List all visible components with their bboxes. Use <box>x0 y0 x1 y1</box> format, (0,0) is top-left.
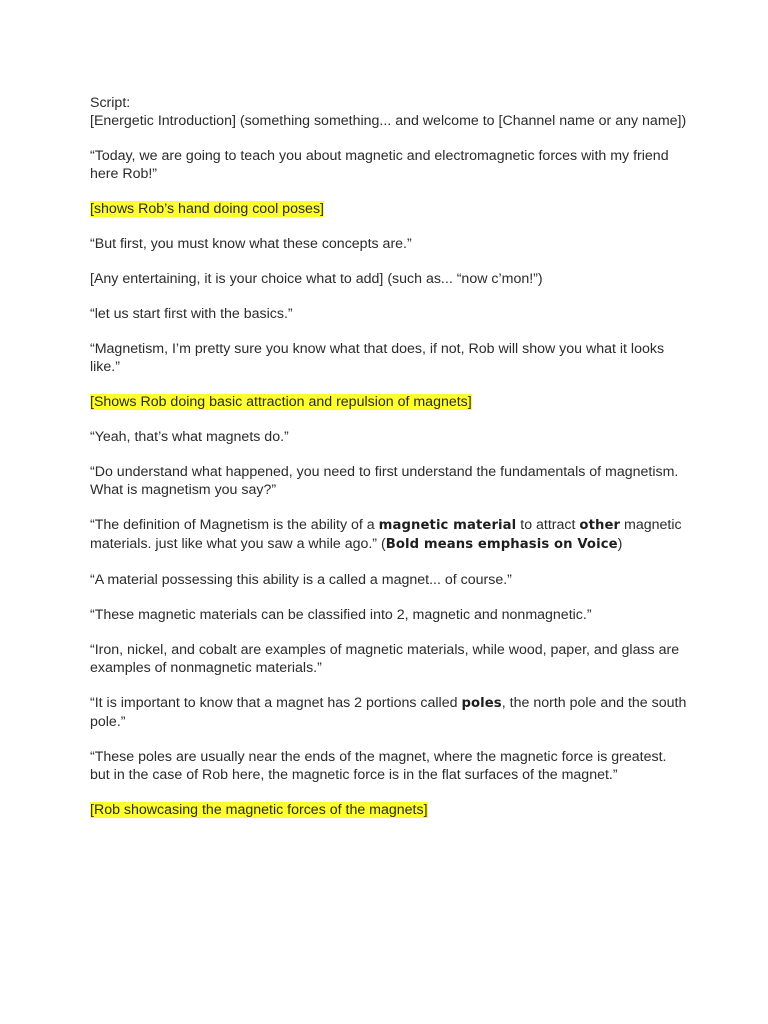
dialogue-text: “These poles are usually near the ends of the magnet, where the magnetic force is greatest. but in the case of Rob here, the magnetic force is in the flat surfaces of the magnet.” <box>90 749 667 783</box>
dialogue-text: ) <box>617 536 623 552</box>
stage-direction <box>90 393 690 411</box>
stage-direction <box>90 200 690 218</box>
highlighted-stage-direction: [Rob showcasing the magnetic forces of the magnets] <box>90 802 428 818</box>
paragraph <box>90 305 690 323</box>
dialogue-text: “Today, we are going to teach you about magnetic and electromagnetic forces with my friend here Rob!” <box>90 148 669 182</box>
bold-emphasis: other <box>579 518 621 533</box>
intro-line: [Energetic Introduction] (something something... and welcome to [Channel name or any name]) <box>90 113 687 129</box>
dialogue-text: magnetic materials. just like what you saw a while ago.” ( <box>90 517 682 552</box>
dialogue-text: “let us start first with the basics.” <box>90 306 293 322</box>
paragraph <box>90 571 690 589</box>
bold-emphasis: Bold means emphasis on Voice <box>385 537 618 552</box>
paragraph <box>90 606 690 624</box>
script-document <box>90 94 690 836</box>
stage-direction <box>90 801 690 819</box>
paragraph <box>90 516 690 554</box>
dialogue-text: , the north pole and the south pole.” <box>90 695 687 730</box>
dialogue-text: “Yeah, that’s what magnets do.” <box>90 429 289 445</box>
dialogue-text: “Do understand what happened, you need to first understand the fundamentals of magnetism. What is magnetism you say?” <box>90 464 679 498</box>
dialogue-text: “These magnetic materials can be classified into 2, magnetic and nonmagnetic.” <box>90 607 592 623</box>
script-label: Script: <box>90 95 131 111</box>
dialogue-text: “But first, you must know what these concepts are.” <box>90 236 412 252</box>
dialogue-text: “It is important to know that a magnet has 2 portions called <box>90 695 462 711</box>
highlighted-stage-direction: [Shows Rob doing basic attraction and repulsion of magnets] <box>90 394 472 410</box>
dialogue-text: to attract <box>516 517 580 533</box>
dialogue-text: “A material possessing this ability is a called a magnet... of course.” <box>90 572 512 588</box>
paragraph <box>90 641 690 677</box>
dialogue-text: “Iron, nickel, and cobalt are examples of magnetic materials, while wood, paper, and glass are examples of nonmagnetic materials.” <box>90 642 680 676</box>
paragraph <box>90 147 690 183</box>
paragraph <box>90 694 690 731</box>
note-text: [Any entertaining, it is your choice what to add] (such as... “now c’mon!”) <box>90 271 543 287</box>
dialogue-text: “The definition of Magnetism is the ability of a <box>90 517 379 533</box>
paragraph <box>90 748 690 784</box>
paragraph <box>90 428 690 446</box>
bold-emphasis: magnetic material <box>378 518 517 533</box>
bold-emphasis: poles <box>461 696 502 711</box>
paragraph <box>90 270 690 288</box>
paragraph <box>90 340 690 376</box>
paragraph <box>90 235 690 253</box>
highlighted-stage-direction: [shows Rob’s hand doing cool poses] <box>90 201 324 217</box>
intro-block <box>90 94 690 130</box>
paragraph <box>90 463 690 499</box>
dialogue-text: “Magnetism, I’m pretty sure you know what that does, if not, Rob will show you what it looks like.” <box>90 341 665 375</box>
